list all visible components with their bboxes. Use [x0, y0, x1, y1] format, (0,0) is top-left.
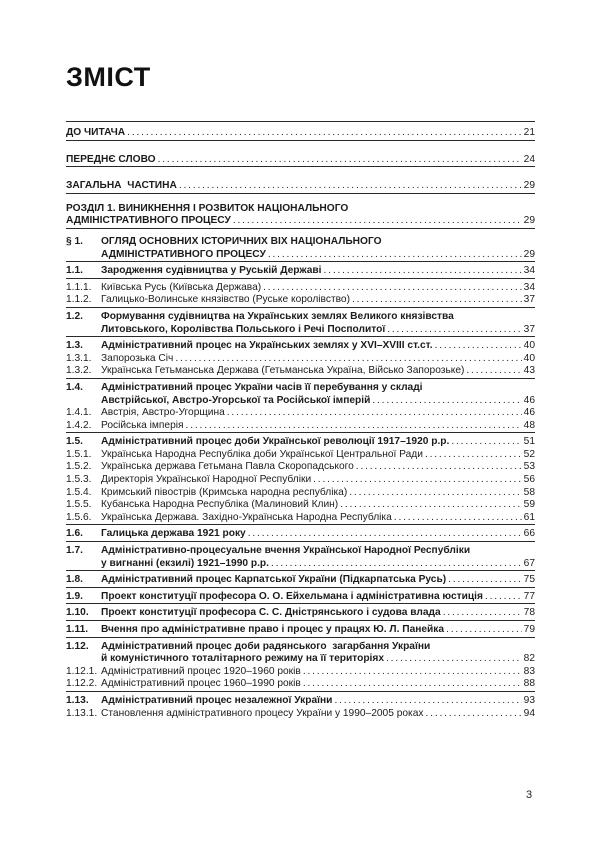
- toc-entry-number: 1.5.3.: [66, 474, 92, 486]
- separator-line: [66, 336, 535, 337]
- dot-leader: [386, 653, 522, 666]
- dot-leader: [352, 294, 522, 307]
- toc-entry-title: Українська Держава. Західно-Українська Народна Республіка: [101, 511, 392, 523]
- toc-entry-title: Російська імперія: [101, 419, 184, 431]
- toc-page-number: 94: [523, 707, 535, 719]
- toc-entry-title: й комуністичного тоталітарного режиму на її територіях: [101, 653, 384, 665]
- toc-entry-title: Литовського, Королівства Польського і Речі Посполитої: [101, 323, 386, 335]
- toc-page-number: 29: [523, 215, 535, 227]
- toc-entry[interactable]: [66, 203, 535, 228]
- toc-entry-title: ДО ЧИТАЧА: [66, 127, 126, 138]
- separator-line: [66, 432, 535, 433]
- toc-entry-number: 1.3.1.: [66, 352, 92, 364]
- separator-line: [66, 541, 535, 542]
- toc-page-number: 78: [523, 607, 535, 619]
- toc-entry[interactable]: [66, 461, 535, 474]
- dot-leader: [446, 624, 522, 637]
- dot-leader: [271, 558, 522, 571]
- toc-entry[interactable]: [66, 528, 535, 541]
- toc-page-number: 29: [523, 248, 535, 260]
- toc-page-number: 66: [523, 528, 535, 540]
- dot-leader: [334, 695, 521, 708]
- toc-page-number: 93: [523, 694, 535, 706]
- dot-leader: [443, 607, 522, 620]
- toc-entry[interactable]: [66, 420, 535, 433]
- separator-line: [66, 278, 535, 279]
- toc-entry-number: 1.10.: [66, 607, 89, 619]
- toc-entry-title: Українська Гетьманська Держава (Гетьманська Україна, Військо Запорозьке): [101, 365, 465, 377]
- toc-page-number: 37: [523, 294, 535, 306]
- toc-entry-title: Вчення про адміністративне право і процес у працях Ю. Л. Панейка: [101, 624, 445, 635]
- toc-page-number: 83: [523, 665, 535, 677]
- toc-entry[interactable]: [66, 127, 535, 140]
- toc-entry-number: 1.8.: [66, 574, 83, 586]
- separator-line: [66, 691, 535, 692]
- dot-leader: [248, 528, 522, 541]
- toc-page-number: 88: [523, 678, 535, 690]
- dot-leader: [227, 407, 522, 420]
- toc-entry-title: Галицька держава 1921 року: [101, 528, 246, 540]
- toc-entry-title: Київська Русь (Київська Держава): [101, 281, 262, 293]
- toc-page-number: 59: [523, 499, 535, 511]
- toc-entry[interactable]: [66, 607, 535, 620]
- toc-entry-title: ОГЛЯД ОСНОВНИХ ІСТОРИЧНИХ ВІХ НАЦІОНАЛЬНОГО: [101, 235, 382, 247]
- toc-page-number: 77: [523, 590, 535, 602]
- toc-page-number: 79: [523, 624, 535, 635]
- toc-entry-number: 1.4.2.: [66, 419, 92, 431]
- toc-entry-title: АДМІНІСТРАТИВНОГО ПРОЦЕСУ: [101, 248, 266, 260]
- page-number: 3: [526, 789, 533, 801]
- dot-leader: [263, 282, 522, 295]
- toc-entry-number: 1.5.5.: [66, 499, 92, 511]
- toc-entry-title: Українська Народна Республіка доби Української Центральної Ради: [101, 448, 423, 460]
- toc-entry-title: Проект конституції професора С. С. Дністрянського і судова влада: [101, 607, 441, 619]
- toc-page-number: 67: [523, 557, 535, 569]
- dot-leader: [448, 574, 522, 587]
- toc-entry-number: 1.5.1.: [66, 448, 92, 460]
- dot-leader: [313, 474, 522, 487]
- toc-entry[interactable]: [66, 545, 535, 570]
- dot-leader: [158, 154, 522, 167]
- toc-entry-number: 1.6.: [66, 528, 83, 540]
- separator-line: [66, 140, 535, 141]
- toc-entry-title: Адміністративний процес 1960–1990 років: [101, 678, 301, 690]
- toc-entry-number: 1.13.1.: [66, 707, 98, 719]
- dot-leader: [372, 395, 521, 408]
- toc-entry-number: 1.5.2.: [66, 461, 92, 473]
- toc-entry-number: 1.11.: [66, 624, 89, 635]
- separator-line: [66, 524, 535, 525]
- toc-entry[interactable]: [66, 311, 535, 336]
- toc-entry[interactable]: [66, 474, 535, 487]
- toc-page-number: 34: [523, 265, 535, 277]
- toc-entry[interactable]: [66, 641, 535, 666]
- toc-entry[interactable]: [66, 436, 535, 449]
- toc-entry[interactable]: [66, 678, 535, 691]
- toc-entry-title: Становлення адміністративного процесу України у 1990–2005 роках: [101, 707, 424, 719]
- dot-leader: [186, 420, 522, 433]
- toc-entry[interactable]: [66, 340, 535, 353]
- dot-leader: [268, 249, 522, 262]
- toc-entry-number: § 1.: [66, 235, 83, 247]
- toc-entry-title: Формування судівництва на Українських землях Великого князівства: [101, 310, 454, 322]
- dot-leader: [179, 180, 522, 193]
- toc-entry-title: у вигнанні (екзилі) 1921–1990 р.р.: [101, 557, 269, 569]
- toc-entry-title: Кубанська Народна Республіка (Малиновий Клин): [101, 499, 339, 511]
- toc-entry[interactable]: [66, 294, 535, 307]
- toc-entry-number: 1.3.2.: [66, 365, 92, 377]
- table-of-contents: [66, 121, 535, 720]
- toc-entry[interactable]: [66, 180, 535, 193]
- toc-entry[interactable]: [66, 449, 535, 462]
- dot-leader: [303, 666, 522, 679]
- toc-entry-number: 1.5.6.: [66, 511, 92, 523]
- separator-line: [66, 620, 535, 621]
- toc-entry-number: 1.12.2.: [66, 678, 98, 690]
- toc-entry-title: Українська держава Гетьмана Павла Скоропадського: [101, 461, 354, 473]
- separator-line: [66, 166, 535, 167]
- toc-entry[interactable]: [66, 382, 535, 407]
- toc-page-number: 40: [523, 352, 535, 364]
- toc-entry[interactable]: [66, 487, 535, 500]
- toc-entry-number: 1.13.: [66, 694, 89, 706]
- toc-entry[interactable]: [66, 353, 535, 366]
- toc-entry[interactable]: [66, 407, 535, 420]
- toc-entry-title: Адміністративний процес 1920–1960 років: [101, 665, 301, 677]
- toc-entry[interactable]: [66, 282, 535, 295]
- toc-entry-title: Проект конституції професора О. О. Ейхельмана і адміністративна юстиція: [101, 590, 483, 602]
- toc-entry-number: 1.4.1.: [66, 407, 92, 419]
- toc-entry-number: 1.1.: [66, 265, 83, 277]
- dot-leader: [387, 324, 521, 337]
- separator-line: [66, 570, 535, 571]
- dot-leader: [340, 499, 521, 512]
- toc-entry[interactable]: [66, 154, 535, 167]
- dot-leader: [303, 678, 522, 691]
- separator-line: [66, 603, 535, 604]
- page-title: ЗМІСТ: [66, 62, 151, 92]
- toc-entry-number: 1.5.4.: [66, 486, 92, 498]
- toc-page-number: 37: [523, 323, 535, 335]
- toc-entry[interactable]: [66, 365, 535, 378]
- dot-leader: [175, 353, 521, 366]
- separator-line: [66, 587, 535, 588]
- dot-leader: [466, 365, 521, 378]
- toc-entry-title: Кримський півострів (Кримська народна республіка): [101, 486, 348, 498]
- separator-line: [66, 261, 535, 262]
- separator-line: [66, 378, 535, 379]
- toc-entry-number: 1.1.2.: [66, 294, 92, 306]
- toc-entry-title: ПЕРЕДНЄ СЛОВО: [66, 153, 156, 165]
- toc-entry[interactable]: [66, 695, 535, 708]
- toc-page-number: 52: [523, 448, 535, 460]
- toc-entry-title: Зародження судівництва у Руській Державі: [101, 265, 322, 277]
- toc-entry[interactable]: [66, 574, 535, 587]
- separator-line: [66, 121, 535, 122]
- separator-line: [66, 307, 535, 308]
- toc-page-number: 46: [523, 407, 535, 419]
- toc-entry-title: Адміністративний процес незалежної України: [101, 694, 333, 706]
- toc-entry-title: Запорозька Січ: [101, 352, 174, 364]
- dot-leader: [426, 708, 522, 721]
- toc-entry-title: Адміністративний процес на Українських землях у XVI–XVIII ст.ст.: [101, 340, 433, 352]
- dot-leader: [394, 512, 522, 525]
- dot-leader: [435, 340, 522, 353]
- dot-leader: [356, 461, 522, 474]
- separator-line: [66, 637, 535, 638]
- toc-entry[interactable]: [66, 666, 535, 679]
- toc-entry-title: ЗАГАЛЬНА ЧАСТИНА: [66, 180, 177, 192]
- toc-entry[interactable]: [66, 591, 535, 604]
- dot-leader: [233, 215, 522, 228]
- toc-page-number: 58: [523, 486, 535, 498]
- toc-entry[interactable]: [66, 499, 535, 512]
- toc-entry-number: 1.4.: [66, 381, 83, 393]
- toc-entry-number: 1.5.: [66, 436, 83, 448]
- toc-entry[interactable]: [66, 236, 535, 261]
- toc-page-number: 56: [523, 474, 535, 486]
- toc-page-number: 21: [523, 127, 535, 138]
- toc-entry-number: 1.3.: [66, 340, 83, 352]
- toc-entry-title: Адміністративно-процесуальне вчення Української Народної Республіки: [101, 545, 471, 557]
- toc-entry-title: Адміністративний процес доби радянського загарбання України: [101, 640, 431, 652]
- toc-page-number: 53: [523, 461, 535, 473]
- toc-entry[interactable]: [66, 265, 535, 278]
- toc-entry-title: Директорія Української Народної Республіки: [101, 474, 312, 486]
- toc-entry-number: 1.12.1.: [66, 665, 98, 677]
- toc-entry-number: 1.12.: [66, 640, 89, 652]
- toc-entry-number: 1.1.1.: [66, 281, 92, 293]
- toc-entry[interactable]: [66, 624, 535, 637]
- toc-page-number: 34: [523, 281, 535, 293]
- dot-leader: [324, 265, 522, 278]
- toc-entry-title: РОЗДІЛ 1. ВИНИКНЕННЯ І РОЗВИТОК НАЦІОНАЛЬНОГО: [66, 202, 349, 214]
- dot-leader: [451, 436, 521, 449]
- toc-entry[interactable]: [66, 512, 535, 525]
- dot-leader: [349, 487, 521, 500]
- toc-entry[interactable]: [66, 708, 535, 721]
- dot-leader: [127, 127, 521, 140]
- toc-page-number: 51: [523, 436, 535, 448]
- toc-page-number: 48: [523, 419, 535, 431]
- toc-page-number: 40: [523, 340, 535, 352]
- dot-leader: [425, 449, 522, 462]
- toc-entry-number: 1.7.: [66, 545, 83, 557]
- toc-entry-title: АДМІНІСТРАТИВНОГО ПРОЦЕСУ: [66, 215, 231, 227]
- toc-page-number: 29: [523, 180, 535, 192]
- toc-page-number: 61: [523, 511, 535, 523]
- toc-entry-title: Австрійської, Австро-Угорської та Російської імперій: [101, 394, 371, 406]
- toc-entry-title: Адміністративний процес доби Української революції 1917–1920 р.р.: [101, 436, 450, 448]
- toc-page-number: 24: [523, 153, 535, 165]
- toc-entry-title: Австрія, Австро-Угорщина: [101, 407, 225, 419]
- dot-leader: [485, 591, 522, 604]
- toc-page-number: 75: [523, 574, 535, 586]
- separator-line: [66, 193, 535, 194]
- toc-entry-number: 1.9.: [66, 590, 83, 602]
- toc-page-number: 46: [523, 394, 535, 406]
- toc-entry-title: Адміністративний процес Карпатської України (Підкарпатська Русь): [101, 574, 447, 586]
- toc-entry-title: Галицько-Волинське князівство (Руське королівство): [101, 294, 350, 306]
- separator-line: [66, 228, 535, 229]
- toc-entry-title: Адміністративний процес України часів її перебування у складі: [101, 381, 423, 393]
- toc-entry-number: 1.2.: [66, 310, 83, 322]
- toc-page-number: 82: [523, 653, 535, 665]
- toc-page-number: 43: [523, 365, 535, 377]
